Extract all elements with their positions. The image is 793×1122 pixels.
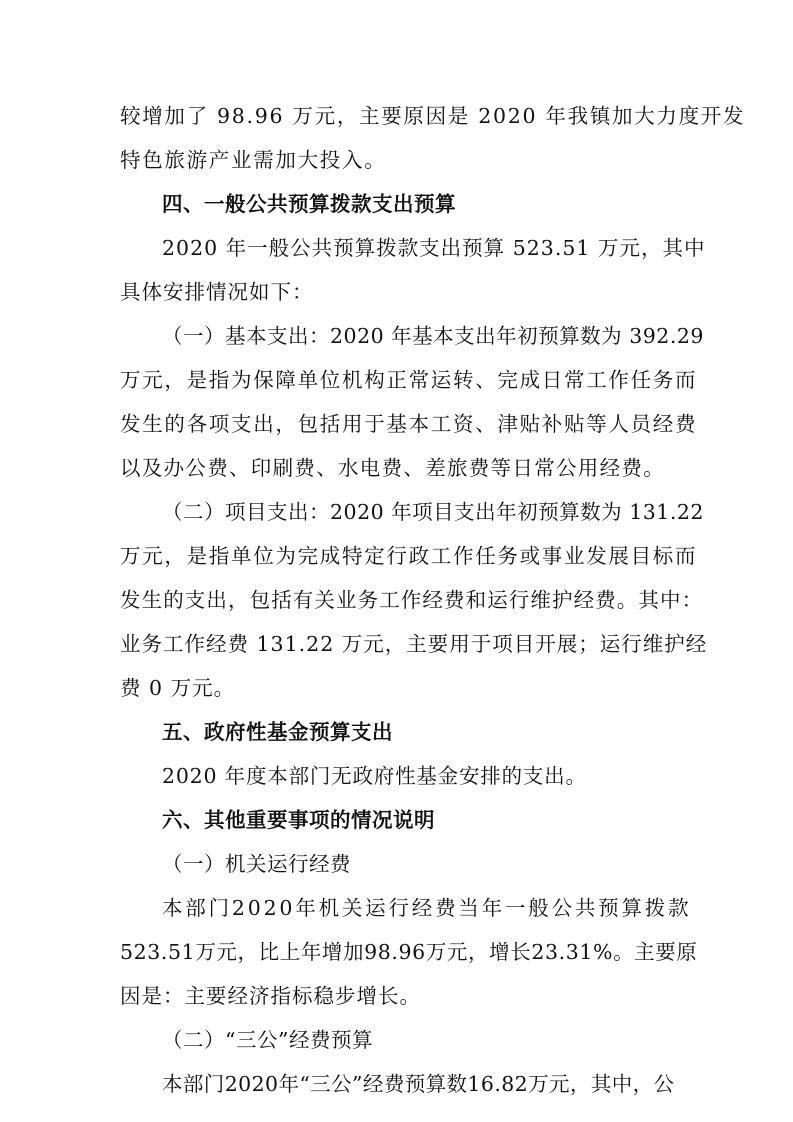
text-line: （二）“三公”经费预算 xyxy=(162,1028,373,1052)
section-heading: 六、其他重要事项的情况说明 xyxy=(162,808,435,832)
section-heading: 五、政府性基金预算支出 xyxy=(162,720,393,744)
text-line: 因是：主要经济指标稳步增长。 xyxy=(120,984,421,1008)
text-line: 2020 年一般公共预算拨款支出预算 523.51 万元，其中 xyxy=(162,236,706,260)
text-line: 以及办公费、印刷费、水电费、差旅费等日常公用经费。 xyxy=(120,456,665,480)
text-line: 523.51万元，比上年增加98.96万元，增长23.31%。主要原 xyxy=(120,940,698,964)
text-line: 万元，是指单位为完成特定行政工作任务或事业发展目标而 xyxy=(120,544,698,568)
text-line: 特色旅游产业需加大投入。 xyxy=(120,148,387,172)
text-line: 本部门2020年机关运行经费当年一般公共预算拨款 xyxy=(162,896,692,920)
text-line: 本部门2020年“三公”经费预算数16.82万元，其中，公 xyxy=(162,1072,675,1096)
text-line: 万元，是指为保障单位机构正常运转、完成日常工作任务而 xyxy=(120,368,698,392)
text-line: 业务工作经费 131.22 万元，主要用于项目开展；运行维护经 xyxy=(120,632,708,656)
text-line: （一）机关运行经费 xyxy=(162,852,351,876)
text-line: 发生的各项支出，包括用于基本工资、津贴补贴等人员经费 xyxy=(120,412,698,436)
text-line: 较增加了 98.96 万元，主要原因是 2020 年我镇加大力度开发 xyxy=(120,104,746,128)
text-line: （一）基本支出：2020 年基本支出年初预算数为 392.29 xyxy=(162,324,704,348)
text-line: 2020 年度本部门无政府性基金安排的支出。 xyxy=(162,764,587,788)
text-line: 费 0 万元。 xyxy=(120,676,236,700)
text-line: 发生的支出，包括有关业务工作经费和运行维护经费。其中： xyxy=(120,588,704,612)
section-heading: 四、一般公共预算拨款支出预算 xyxy=(162,192,456,216)
text-line: （二）项目支出：2020 年项目支出年初预算数为 131.22 xyxy=(162,500,704,524)
text-line: 具体安排情况如下： xyxy=(120,280,314,304)
